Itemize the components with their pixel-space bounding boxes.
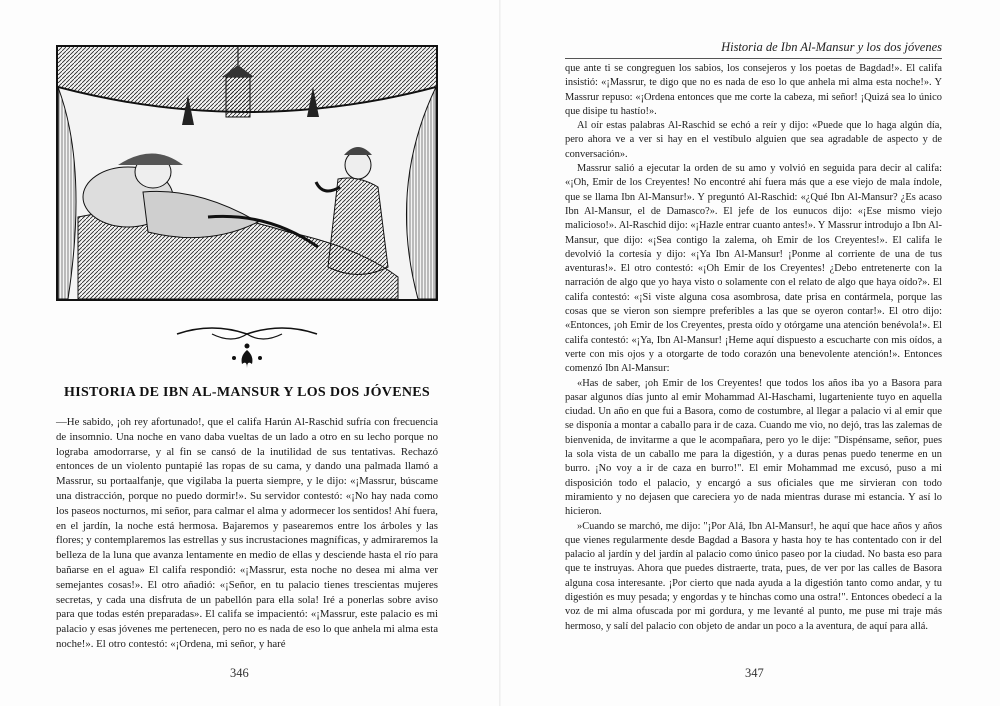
ornament-divider [172,320,322,370]
page-number: 347 [745,666,764,680]
chapter-title: HISTORIA DE IBN AL-MANSUR Y LOS DOS JÓVENES [64,385,430,400]
header-rule [565,58,942,59]
paragraph: «Has de saber, ¡oh Emir de los Creyentes! que todos los años iba yo a Basora para pasar algunos días junto al emir Mohammad Al-Haschami, lugarteniente tuyo en aquella ciudad. Un año en que fui a Basora, como de costumbre, al llegar a palacio vi al emir que se disponía a montar a caballo para ir de caza. Cuando me vio, no dejó, tras las zalemas de bienvenida, de invitarme a que le acompañara, pero yo le dije: "Dispénsame, señor, pues la sola vista de un caballo me para la digestión, y a duras penas puedo tenerme en un burro. ¡No voy a ir de caza en burro!". El emir Mohammad me excusó, puso a mi disposición todo el palacio, y encargó a sus oficiales que me sirvieran con todo miramiento y no dejasen que careciera yo de nada mientras durase mi estancia. Y así lo hicieron. [565,377,942,518]
paragraph: —He sabido, ¡oh rey afortunado!, que el califa Harún Al-Raschid sufría con frecuencia de insomnio. Una noche en vano daba vueltas de un lado a otro en su lecho porque no lograba amodorrarse, y al fin se cansó de la inutilidad de sus tentativas. Rechazó entonces de un violento puntapié las ropas de su cama, y dando una palmada llamó a Massrur, su portaalfanje, que vigilaba la puerta siempre, y le dijo: «¡Massrur, búscame una distracción, porque no puedo dormir!». Su servidor contestó: «¡No hay nada como los paseos nocturnos, mi señor, para calmar el alma y adormecer los sentidos! Ahí fuera, en el jardín, la noche está hermosa. Bajaremos y pasearemos entre los árboles y las flores; y contemplaremos las estrellas y sus incrustaciones magníficas, y admiraremos la belleza de la luna que avanza lentamente en medio de ellas y desciende hasta el río para bañarse en el agua» El califa respondió: «¡Massrur, esta noche no desea mi alma ver semejantes cosas!». El otro añadió: «¡Señor, en tu palacio tienes trescientas mujeres secretas, y cada una disfruta de un pabellón para ella sola! Iré a ponerlas sobre aviso para que todas estén preparadas». El califa se impacientó: «¡Massrur, este palacio es mi palacio y esas jóvenes me pertenecen, pero no es nada de eso lo que anhela mi alma esta noche!». El otro contestó: «¡Ordena, mi señor, y haré [56,416,438,650]
engraving-illustration [56,45,438,301]
page-number: 346 [230,666,249,680]
paragraph: Al oír estas palabras Al-Raschid se echó a reír y dijo: «Puede que lo haga algún día, pero ahora ve a ver si hay en el vestíbulo alguien que sea agradable de aspecto y de conversación». [565,120,942,160]
right-body-text [565,62,942,634]
right-page [500,0,1000,706]
left-body-text [56,415,438,652]
paragraph: »Cuando se marchó, me dijo: "¡Por Alá, Ibn Al-Mansur!, he aquí que hace años y años que vienes regularmente desde Bagdad a Basora y hasta hoy te has contentado con ir del palacio al jardín y del jardín al palacio como único paseo por la ciudad. No basta eso para que te instruyas. Ahora que puedes distraerte, trata, pues, de ver por las calles de Basora alguna cosa interesante. ¡Por cierto que nada ayuda a la digestión tanto como andar, y tu digestión es muy pesada; y engordas y te hinchas como una ostra!". Entonces obedecí a la voz de mi alma ofuscada por mi gordura, y me levanté al punto, me puse mi traje más hermoso, y salí del palacio con objeto de andar un poco a la aventura, de aquí para allá. [565,520,942,632]
paragraph: que ante ti se congreguen los sabios, los consejeros y los poetas de Bagdad!». El califa insistió: «¡Massrur, te digo que no es nada de eso lo que anhela mi alma esta noche!». Y Massrur repuso: «¡Ordena entonces que me corte la cabeza, mi señor! ¡Quizá sea lo único que disipe tu hastío!». [565,63,942,117]
running-head: Historia de Ibn Al-Mansur y los dos jóvenes [721,40,942,54]
paragraph: Massrur salió a ejecutar la orden de su amo y volvió en seguida para decir al califa: «¡Oh, Emir de los Creyentes! No encontré ahí fuera más que a ese viejo de mala índole, que se llama Ibn Al-Mansur!». Y preguntó Al-Raschid: «¿Qué Ibn Al-Mansur? ¿Es acaso Ibn Al-Mansur, el de Damasco?». El jefe de los eunucos dijo: «¡Ese mismo viejo malicioso!». Al-Raschid dijo: «¡Hazle entrar cuanto antes!». Y Massrur introdujo a Ibn Al-Mansur, que dijo: «¡Sea contigo la zalema, oh Emir de los Creyentes!». El califa le devolvió la cortesía y dijo: «¡Ya Ibn Al-Mansur! ¡Ponme al corriente de una de tus aventuras!». El otro contestó: «¡Oh Emir de los Creyentes! ¿Debo entretenerte con la narración de algo que yo haya visto o solamente con el relato de algo que haya oído?». El califa contestó: «¡Si viste alguna cosa asombrosa, date prisa en contármela, porque las cosas que se vieron son siempre preferibles a las que se oyeron contar!». El otro dijo: «Entonces, ¡oh Emir de los Creyentes, presta oído y otórgame una atención benévola!». El califa contestó: «¡Ya, Ibn Al-Mansur! ¡Heme aquí dispuesto a escucharte con mis oídos, a verte con mis ojos y a otorgarte de todo corazón una benevolente atención!». Entonces comenzó Ibn Al-Mansur: [565,163,942,375]
